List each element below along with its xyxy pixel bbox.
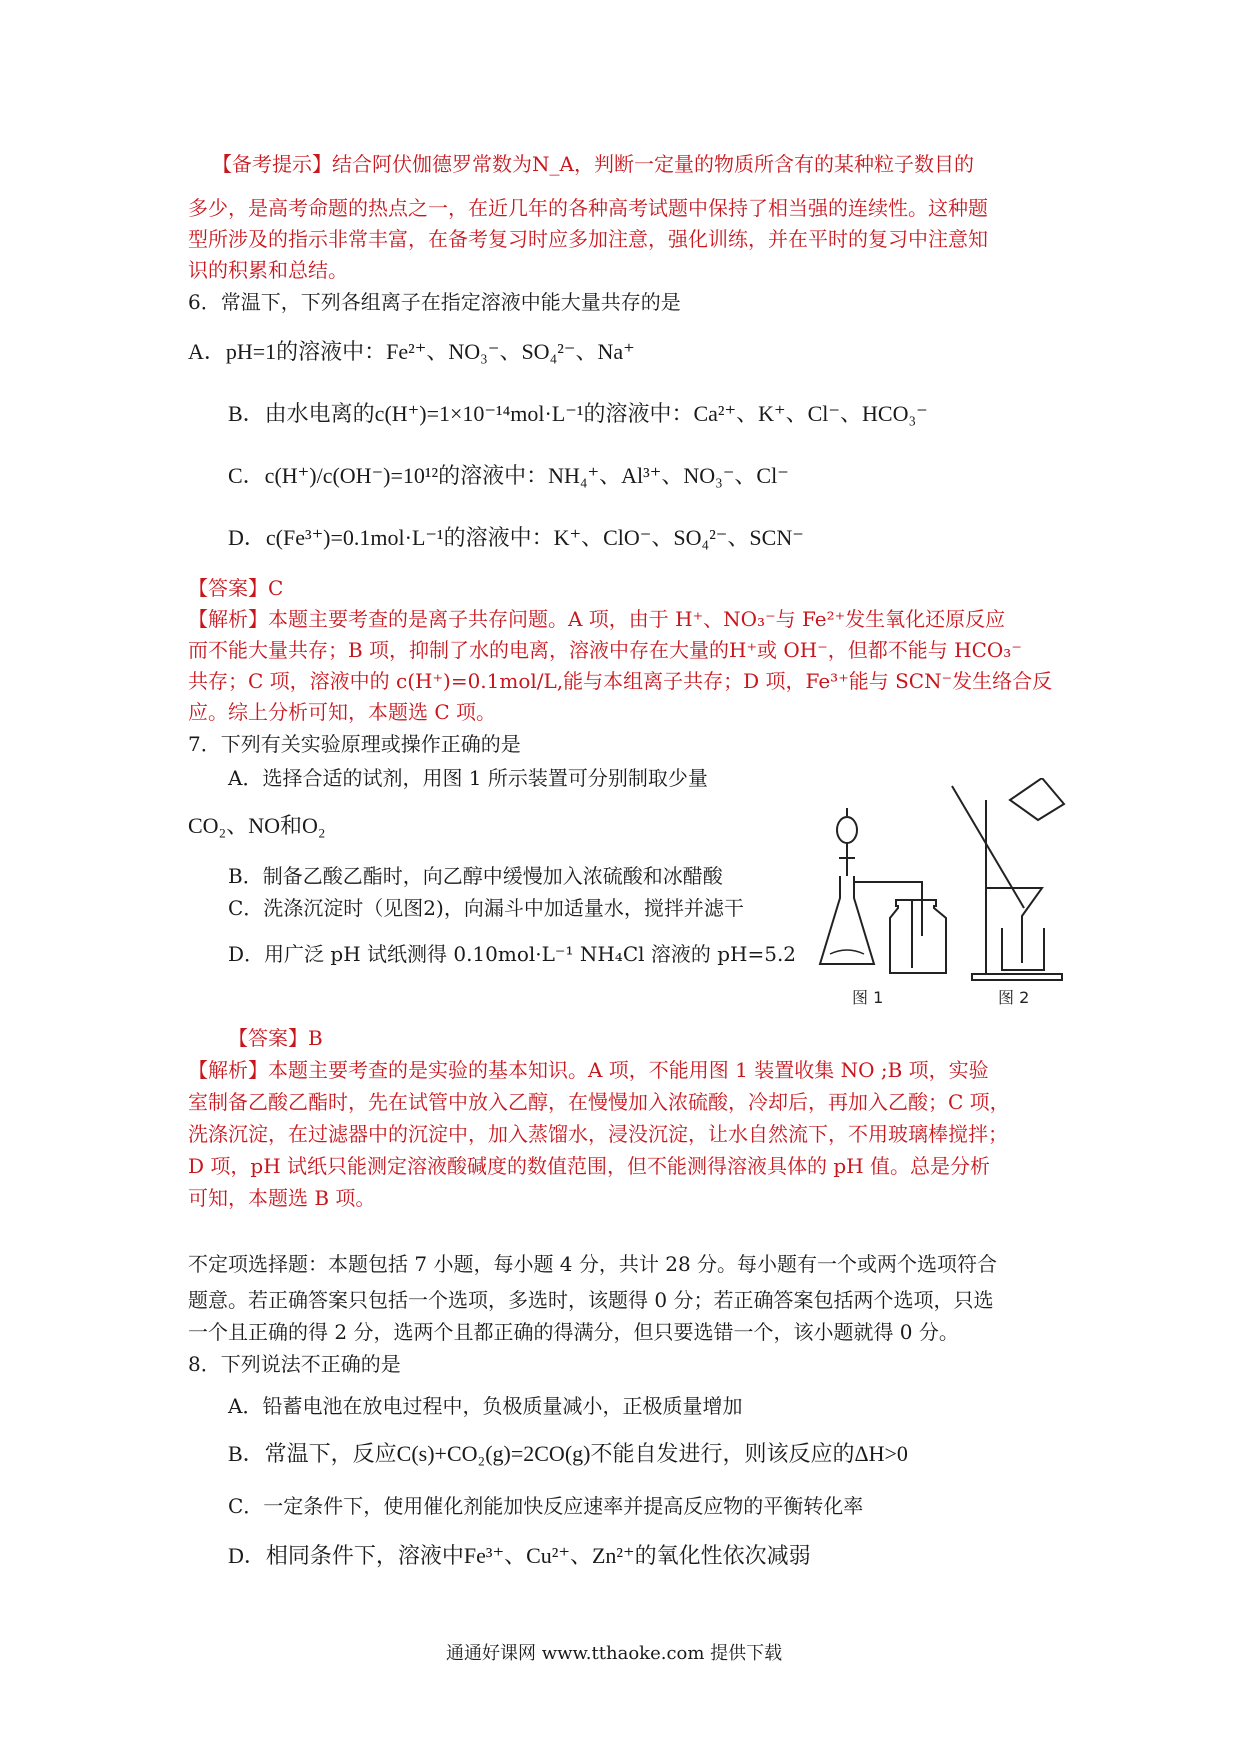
figure-2-apparatus: [952, 778, 1064, 980]
section-instructions-2: 题意。若正确答案只包括一个选项，多选时，该题得 0 分；若正确答案包括两个选项，只选: [188, 1288, 994, 1312]
q7-stem: 7．下列有关实验原理或操作正确的是: [188, 732, 521, 756]
q8-option-a: A．铅蓄电池在放电过程中，负极质量减小，正极质量增加: [228, 1394, 743, 1418]
q6-analysis-2: 而不能大量共存；B 项，抑制了水的电离，溶液中存在大量的H⁺或 OH⁻，但都不能与 HCO₃⁻: [188, 638, 1022, 662]
q7-analysis-3: 洗涤沉淀，在过滤器中的沉淀中，加入蒸馏水，浸没沉淀，让水自然流下，不用玻璃棒搅拌；: [188, 1122, 1008, 1146]
q7-analysis-5: 可知，本题选 B 项。: [188, 1186, 376, 1210]
q7-option-d: D．用广泛 pH 试纸测得 0.10mol·L⁻¹ NH₄Cl 溶液的 pH=5.2: [228, 942, 797, 966]
figure-1-apparatus: [820, 808, 946, 973]
q6-option-d: D．c(Fe³⁺)=0.1mol·L⁻¹的溶液中：K⁺、ClO⁻、SO₄²⁻、SCN⁻: [228, 525, 804, 550]
section-instructions-1: 不定项选择题：本题包括 7 小题，每小题 4 分，共计 28 分。每小题有一个或两个选项符合: [188, 1252, 998, 1276]
hint-line-1: 【备考提示】结合阿伏伽德罗常数为N_A，判断一定量的物质所含有的某种粒子数目的: [212, 152, 974, 176]
section-instructions-3: 一个且正确的得 2 分，选两个且都正确的得满分，但只要选错一个，该小题就得 0 分。: [188, 1320, 959, 1344]
q7-option-c: C．洗涤沉淀时（见图2)，向漏斗中加适量水，搅拌并滤干: [228, 896, 744, 920]
q7-analysis-2: 室制备乙酸乙酯时，先在试管中放入乙醇，在慢慢加入浓硫酸，冷却后，再加入乙酸；C 项，: [188, 1090, 1010, 1114]
hint-line-4: 识的积累和总结。: [188, 258, 348, 282]
q6-option-a: A．pH=1的溶液中：Fe²⁺、NO₃⁻、SO₄²⁻、Na⁺: [188, 339, 635, 364]
figure-2-label: 图 2: [998, 988, 1030, 1007]
q6-stem: 6．常温下，下列各组离子在指定溶液中能大量共存的是: [188, 290, 681, 314]
q7-option-a-line2: CO₂、NO和O₂: [188, 813, 326, 838]
q7-analysis-4: D 项，pH 试纸只能测定溶液酸碱度的数值范围，但不能测得溶液具体的 pH 值。总是分析: [188, 1154, 990, 1178]
q8-option-b: B．常温下，反应C(s)+CO₂(g)=2CO(g)不能自发进行，则该反应的ΔH>0: [228, 1441, 908, 1466]
page-footer: 通通好课网 www.tthaoke.com 提供下载: [446, 1643, 783, 1664]
q7-analysis-1: 【解析】本题主要考查的是实验的基本知识。A 项，不能用图 1 装置收集 NO ;B 项，实验: [188, 1058, 989, 1082]
q6-option-c: C．c(H⁺)/c(OH⁻)=10¹²的溶液中：NH₄⁺、Al³⁺、NO₃⁻、Cl⁻: [228, 463, 789, 488]
q8-option-c: C．一定条件下，使用催化剂能加快反应速率并提高反应物的平衡转化率: [228, 1494, 864, 1518]
q7-option-b: B．制备乙酸乙酯时，向乙醇中缓慢加入浓硫酸和冰醋酸: [228, 864, 723, 888]
q6-analysis-3: 共存；C 项，溶液中的 c(H⁺)=0.1mol/L,能与本组离子共存；D 项，Fe³⁺能与 SCN⁻发生络合反: [188, 669, 1053, 693]
hint-line-2: 多少，是高考命题的热点之一，在近几年的各种高考试题中保持了相当强的连续性。这种题: [188, 196, 988, 220]
q8-stem: 8．下列说法不正确的是: [188, 1352, 401, 1376]
figure-1-label: 图 1: [852, 988, 884, 1007]
q6-analysis-4: 应。综上分析可知，本题选 C 项。: [188, 700, 497, 724]
q6-analysis-1: 【解析】本题主要考查的是离子共存问题。A 项，由于 H⁺、NO₃⁻与 Fe²⁺发生氧化还原反应: [188, 607, 1006, 631]
hint-line-3: 型所涉及的指示非常丰富，在备考复习时应多加注意，强化训练，并在平时的复习中注意知: [188, 227, 988, 251]
q6-option-b: B．由水电离的c(H⁺)=1×10⁻¹⁴mol·L⁻¹的溶液中：Ca²⁺、K⁺、Cl⁻、HCO₃⁻: [228, 401, 928, 426]
apparatus-figures: [812, 778, 1070, 1010]
q6-answer: 【答案】C: [188, 576, 284, 600]
q7-option-a-line1: A．选择合适的试剂，用图 1 所示装置可分别制取少量: [228, 766, 708, 790]
q8-option-d: D．相同条件下，溶液中Fe³⁺、Cu²⁺、Zn²⁺的氧化性依次减弱: [228, 1543, 811, 1568]
q7-answer: 【答案】B: [228, 1026, 323, 1050]
